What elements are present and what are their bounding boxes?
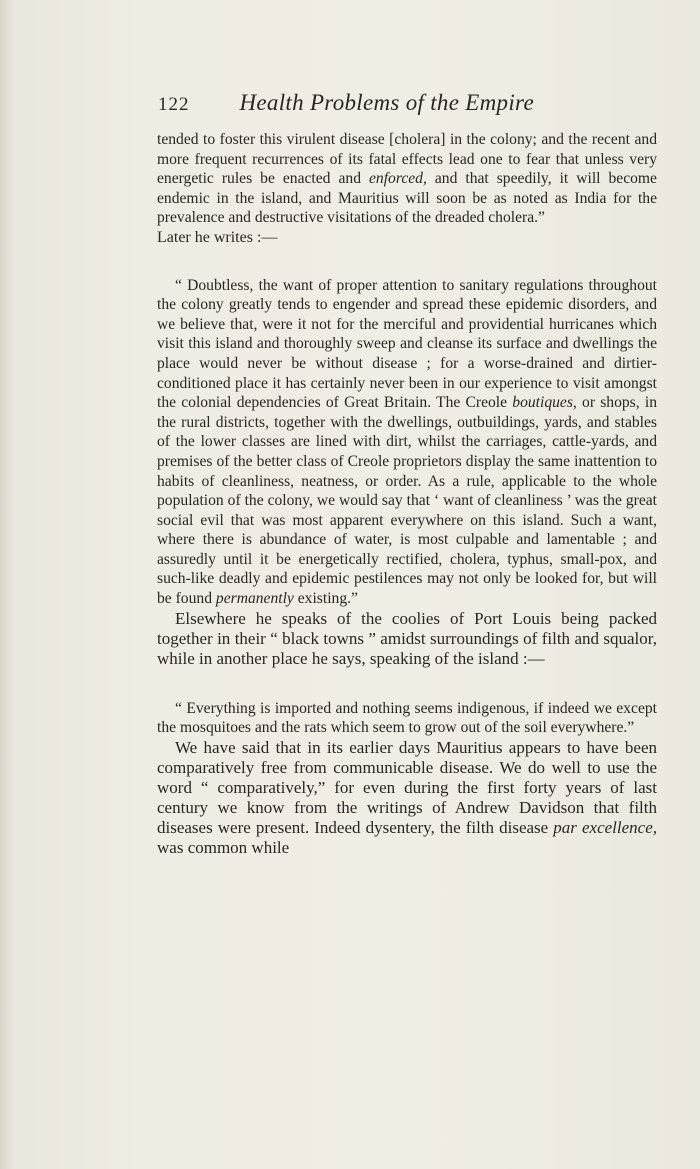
paragraph-elsewhere: Elsewhere he speaks of the coolies of Port Louis being packed together in their “ black towns ” amidst surroundings of filth and squalor, while in another place he says, speaking of the island :— xyxy=(157,608,657,668)
quote-continuation xyxy=(157,130,657,228)
block-quote-imported xyxy=(157,699,657,738)
running-title: Health Problems of the Empire xyxy=(239,90,534,115)
quote-continuation-text: tended to foster this virulent disease [cholera] in the colony; and the recent and more frequent recurrences of its fatal effects lead one to fear that unless very energetic rules be enacted and enforced, and that speedily, it will become endemic in the island, and Mauritius will soon be as noted as India for the prevalence and destructive visitations of the dreaded cholera.” xyxy=(157,131,657,227)
block-quote-sanitary xyxy=(157,276,657,609)
page-number: 122 xyxy=(158,94,190,115)
paragraph-comparatively: We have said that in its earlier days Mauritius appears to have been comparatively free from communicable disease. We do well to use the word “ comparatively,” for even during the first forty years of last century we know from the writings of Andrew Davidson that filth diseases were present. Indeed dysentery, the filth disease par excellence, was common while xyxy=(157,737,657,857)
page-header xyxy=(158,90,588,116)
block-quote-sanitary-text: “ Doubtless, the want of proper attention to sanitary regulations throughout the colony greatly tends to engender and spread these epidemic disorders, and we believe that, were it not for the merciful and providential hurricanes which visit this island and thoroughly sweep and cleanse its surface and dwellings the place would never be without disease ; for a worse-drained and dirtier-conditioned place it has certainly never been in our experience to visit amongst the colonial dependencies of Great Britain. The Creole boutiques, or shops, in the rural districts, together with the dwellings, outbuildings, yards, and stables of the lower classes are lined with dirt, whilst the carriages, cattle-yards, and premises of the better class of Creole proprietors display the same inattention to habits of cleanliness, neatness, or order. As a rule, applicable to the whole population of the colony, we would say that ‘ want of cleanliness ’ was the great social evil that was most apparent everywhere on this island. Such a want, where there is abundance of water, is most culpable and lamentable ; and assuredly until it be energetically rectified, cholera, typhus, small-pox, and such-like deadly and epidemic pestilences may not only be looked for, but will be found permanently existing.” xyxy=(157,276,657,608)
block-quote-imported-text: “ Everything is imported and nothing seems indigenous, if indeed we except the mosquitoes and the rats which seem to grow out of the soil everywhere.” xyxy=(157,699,657,737)
later-he-writes: Later he writes :— xyxy=(157,228,278,246)
page-body xyxy=(157,130,657,858)
